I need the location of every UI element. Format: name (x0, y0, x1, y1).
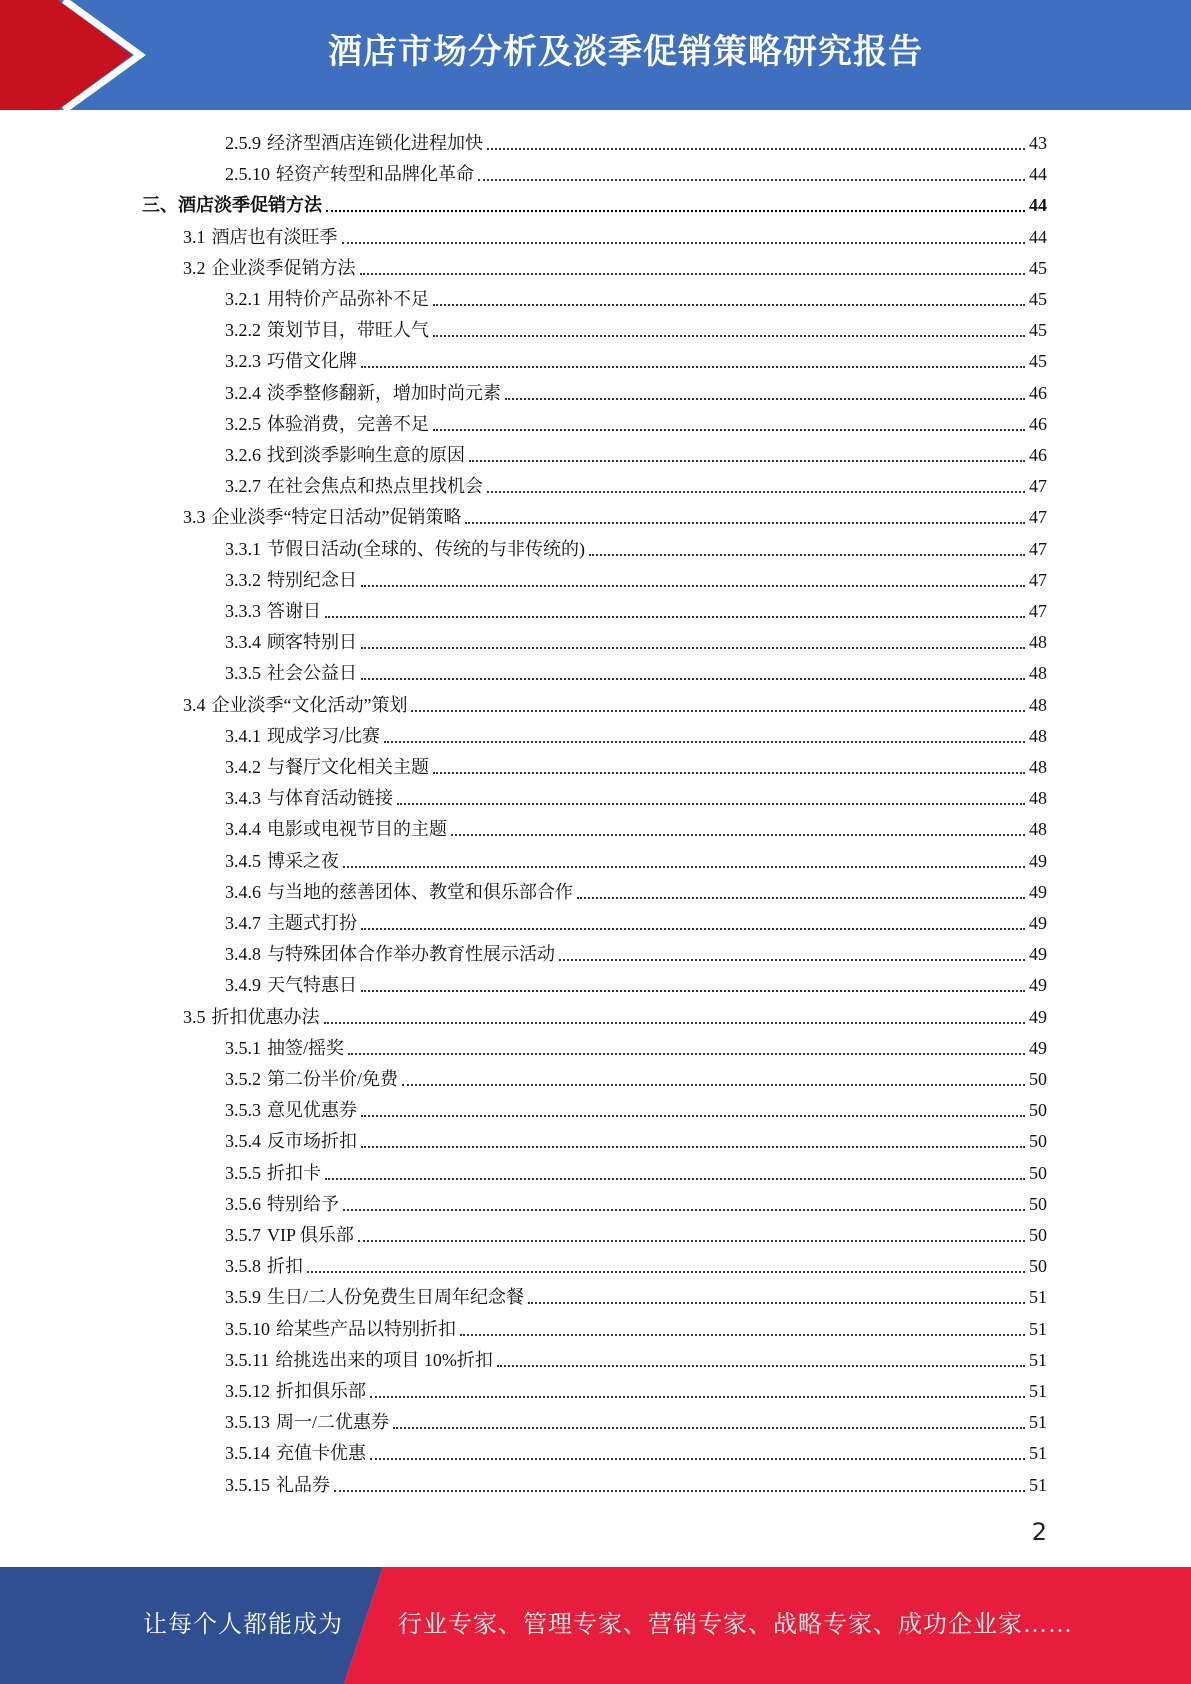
dot-leader (326, 210, 1025, 212)
toc-entry[interactable] (225, 1158, 1047, 1189)
toc-entry-page: 50 (1029, 1100, 1047, 1121)
toc-entry-page: 51 (1029, 1381, 1047, 1401)
toc-entry-number: 3.5.6 (225, 1193, 261, 1214)
toc-entry-title: VIP 俱乐部 (267, 1225, 354, 1245)
toc-entry-page: 51 (1029, 1443, 1047, 1464)
toc-entry-title: 经济型酒店连锁化进程加快 (267, 133, 483, 153)
toc-entry-title: 答谢日 (267, 601, 321, 621)
toc-entry[interactable] (225, 783, 1047, 814)
toc-entry[interactable] (225, 970, 1047, 1001)
toc-entry-title: 与特殊团体合作举办教育性展示活动 (267, 944, 555, 965)
toc-entry-number: 3.5.11 (225, 1349, 270, 1370)
toc-entry-number: 2.5.10 (225, 164, 270, 185)
toc-entry[interactable] (225, 1251, 1047, 1282)
toc-entry-title: 与当地的慈善团体、教堂和俱乐部合作 (267, 881, 573, 902)
toc-entry-page: 47 (1029, 569, 1047, 590)
dot-leader (577, 897, 1025, 899)
toc-entry-page: 47 (1029, 476, 1047, 497)
toc-entry-page: 50 (1029, 1256, 1047, 1277)
dot-leader (411, 710, 1025, 712)
dot-leader (433, 429, 1025, 431)
toc-entry-page: 47 (1029, 601, 1047, 621)
toc-entry-title: 生日/二人份免费生日周年纪念餐 (267, 1287, 524, 1308)
toc-entry-number: 3.2.1 (225, 289, 261, 309)
dot-leader (360, 273, 1026, 275)
toc-entry-page: 49 (1029, 1006, 1047, 1027)
dot-leader (361, 990, 1025, 992)
toc-entry-page: 49 (1029, 913, 1047, 933)
toc-entry-title: 主题式打扮 (267, 913, 357, 933)
toc-entry-number: 3.5.5 (225, 1162, 261, 1183)
toc-entry-title: 与餐厅文化相关主题 (267, 757, 429, 777)
dot-leader (343, 866, 1025, 868)
toc-entry-page: 51 (1029, 1412, 1047, 1433)
toc-entry[interactable] (225, 378, 1047, 409)
dot-leader (478, 179, 1025, 181)
toc-entry-page: 45 (1029, 289, 1047, 309)
dot-leader (397, 803, 1025, 805)
toc-entry[interactable] (225, 814, 1047, 845)
toc-entry[interactable] (225, 1064, 1047, 1095)
toc-entry-page: 45 (1029, 257, 1047, 278)
toc-entry-number: 3.1 (183, 226, 206, 247)
toc-entry-title: 企业淡季促销方法 (211, 257, 356, 278)
dot-leader (433, 335, 1025, 337)
toc-entry[interactable] (225, 1033, 1047, 1064)
toc-entry-title: 博采之夜 (267, 850, 339, 871)
dot-leader (361, 366, 1025, 368)
toc-entry-number: 3.2.7 (225, 476, 261, 497)
toc-entry-number: 3.5.7 (225, 1225, 261, 1245)
toc-entry[interactable] (225, 1345, 1047, 1376)
dot-leader (469, 460, 1025, 462)
toc-entry[interactable] (183, 1002, 1047, 1033)
dot-leader (370, 1396, 1025, 1398)
toc-entry[interactable] (225, 1220, 1047, 1251)
toc-entry[interactable] (183, 502, 1047, 533)
toc-entry-number: 3.5.8 (225, 1256, 261, 1277)
dot-leader (361, 1146, 1025, 1148)
dot-leader (402, 1084, 1025, 1086)
toc-entry-page: 48 (1029, 788, 1047, 809)
toc-entry-title: 找到淡季影响生意的原因 (267, 445, 465, 465)
toc-entry-page: 44 (1029, 164, 1047, 185)
toc-entry[interactable] (225, 534, 1047, 565)
toc-entry[interactable] (183, 690, 1047, 721)
toc-entry-page: 43 (1029, 133, 1047, 153)
toc-entry-number: 3.4.3 (225, 788, 261, 809)
toc-entry-number: 3.4.9 (225, 975, 261, 996)
toc-entry-number: 3.5.3 (225, 1100, 261, 1121)
toc-entry[interactable] (225, 596, 1047, 627)
toc-entry-page: 46 (1029, 413, 1047, 434)
toc-entry-number: 3.5.9 (225, 1287, 261, 1308)
toc-entry-number: 2.5.9 (225, 133, 261, 153)
toc-entry-title: 意见优惠券 (267, 1100, 357, 1121)
toc-entry[interactable] (225, 1438, 1047, 1469)
toc-entry-number: 3.3.5 (225, 663, 261, 684)
toc-entry-title: 与体育活动链接 (267, 788, 393, 809)
toc-entry-page: 49 (1029, 850, 1047, 871)
dot-leader (334, 1490, 1025, 1492)
toc-entry[interactable] (225, 440, 1047, 471)
toc-entry[interactable] (183, 222, 1047, 253)
dot-leader (348, 1053, 1025, 1055)
toc-entry[interactable] (225, 1314, 1047, 1345)
toc-entry-page: 48 (1029, 757, 1047, 777)
toc-entry-page: 44 (1029, 226, 1047, 247)
toc-entry-title: 酒店也有淡旺季 (211, 226, 338, 247)
toc-entry[interactable] (225, 471, 1047, 502)
toc-entry[interactable] (225, 409, 1047, 440)
toc-entry-number: 3.2.6 (225, 445, 261, 465)
dot-leader (487, 148, 1025, 150)
toc-entry-page: 48 (1029, 725, 1047, 746)
dot-leader (361, 647, 1025, 649)
toc-entry-number: 3.5.4 (225, 1131, 261, 1152)
toc-entry-number: 3.5.13 (225, 1412, 270, 1433)
dot-leader (325, 616, 1025, 618)
toc-entry-title: 巧借文化牌 (267, 351, 357, 372)
toc-entry-number: 3.4.4 (225, 819, 261, 840)
toc-entry-title: 电影或电视节目的主题 (267, 819, 447, 840)
toc-entry[interactable] (225, 1470, 1047, 1501)
toc-entry-number: 3.5 (183, 1006, 206, 1027)
toc-entry-number: 3.2.2 (225, 320, 261, 341)
toc-entry[interactable] (225, 284, 1047, 315)
toc-entry-number: 3.3.2 (225, 569, 261, 590)
toc-entry[interactable] (225, 346, 1047, 377)
toc-entry-title: 企业淡季“文化活动”策划 (211, 694, 408, 715)
dot-leader (497, 1365, 1025, 1367)
toc-entry[interactable] (225, 1095, 1047, 1126)
toc-entry-number: 3.5.14 (225, 1443, 270, 1464)
toc-entry-title: 特别纪念日 (267, 569, 357, 590)
toc-entry-number: 3.5.10 (225, 1318, 270, 1339)
dot-leader (343, 1209, 1025, 1211)
dot-leader (487, 491, 1025, 493)
dot-leader (559, 959, 1025, 961)
document-title: 酒店市场分析及淡季促销策略研究报告 (328, 32, 923, 72)
toc-entry-page: 49 (1029, 944, 1047, 965)
toc-entry-page: 50 (1029, 1162, 1047, 1183)
dot-leader (361, 928, 1025, 930)
toc-entry-page: 48 (1029, 694, 1047, 715)
toc-entry-page: 48 (1029, 663, 1047, 684)
toc-entry-page: 45 (1029, 320, 1047, 341)
toc-entry-page: 47 (1029, 538, 1047, 559)
dot-leader (342, 242, 1026, 244)
toc-entry-title: 第二份半价/免费 (267, 1069, 399, 1089)
toc-entry-number: 3.4.6 (225, 881, 261, 902)
toc-entry-page: 51 (1029, 1474, 1047, 1495)
toc-entry-title: 体验消费，完善不足 (267, 413, 429, 434)
dot-leader (451, 834, 1025, 836)
toc-entry-number: 3.3.3 (225, 601, 261, 621)
toc-entry-number: 3.3 (183, 507, 206, 528)
dot-leader (324, 1022, 1026, 1024)
toc-entry-title: 企业淡季“特定日活动”促销策略 (211, 507, 462, 528)
toc-entry-title: 折扣 (267, 1256, 303, 1277)
toc-entry-page: 48 (1029, 819, 1047, 840)
toc-entry[interactable] (225, 908, 1047, 939)
toc-entry-number: 3.4.8 (225, 944, 261, 965)
toc-entry-title: 充值卡优惠 (276, 1443, 366, 1464)
dot-leader (361, 1115, 1025, 1117)
toc-entry-title: 折扣卡 (267, 1162, 321, 1183)
toc-entry-number: 3.2 (183, 257, 206, 278)
toc-entry-title: 天气特惠日 (267, 975, 357, 996)
footer-slogan-left: 让每个人都能成为 (143, 1612, 343, 1638)
toc-entry-page: 49 (1029, 1037, 1047, 1058)
toc-entry-title: 折扣俱乐部 (276, 1381, 366, 1401)
toc-entry-number: 3.3.1 (225, 538, 261, 559)
dot-leader (325, 1178, 1025, 1180)
toc-entry[interactable] (225, 877, 1047, 908)
toc-entry[interactable] (225, 565, 1047, 596)
dot-leader (528, 1302, 1025, 1304)
toc-entry-title: 社会公益日 (267, 663, 357, 684)
toc-entry-page: 51 (1029, 1287, 1047, 1308)
dot-leader (433, 772, 1025, 774)
toc-entry-page: 44 (1029, 195, 1047, 216)
toc-entry-page: 49 (1029, 881, 1047, 902)
toc-entry-number: 3.4.1 (225, 725, 261, 746)
toc-entry-number: 3.2.3 (225, 351, 261, 372)
dot-leader (307, 1271, 1025, 1273)
toc-entry-title: 用特价产品弥补不足 (267, 289, 429, 309)
toc-entry[interactable] (225, 1282, 1047, 1313)
toc-entry-number: 3.4 (183, 694, 206, 715)
toc-entry-title: 周一/二优惠券 (276, 1412, 390, 1433)
dot-leader (465, 522, 1025, 524)
toc-entry-number: 3.5.15 (225, 1474, 270, 1495)
toc-entry[interactable] (225, 658, 1047, 689)
dot-leader (361, 678, 1025, 680)
toc-entry-title: 节假日活动(全球的、传统的与非传统的) (267, 538, 585, 559)
toc-entry-title: 三、酒店淡季促销方法 (142, 195, 322, 216)
toc-entry-title: 给某些产品以特别折扣 (276, 1318, 456, 1339)
toc-entry-title: 礼品券 (276, 1474, 330, 1495)
page-footer (0, 1567, 1191, 1684)
toc-entry-title: 在社会焦点和热点里找机会 (267, 476, 483, 497)
toc-entry-page: 51 (1029, 1318, 1047, 1339)
toc-entry-title: 折扣优惠办法 (211, 1006, 320, 1027)
toc-entry-number: 3.4.2 (225, 757, 261, 777)
toc-entry-page: 51 (1029, 1349, 1047, 1370)
page-header (0, 0, 1191, 110)
toc-entry-title: 策划节目，带旺人气 (267, 320, 429, 341)
toc-entry-number: 3.2.5 (225, 413, 261, 434)
dot-leader (393, 1427, 1025, 1429)
toc-entry-title: 特别给予 (267, 1193, 339, 1214)
toc-entry-page: 50 (1029, 1131, 1047, 1152)
dot-leader (384, 741, 1025, 743)
dot-leader (505, 398, 1025, 400)
toc-entry[interactable] (142, 190, 1047, 221)
toc-entry[interactable] (225, 1407, 1047, 1438)
dot-leader (370, 1458, 1025, 1460)
dot-leader (589, 554, 1025, 556)
toc-entry[interactable] (225, 128, 1047, 159)
toc-entry-title: 顾客特别日 (267, 632, 357, 653)
toc-entry-title: 反市场折扣 (267, 1131, 357, 1152)
toc-entry-page: 47 (1029, 507, 1047, 528)
toc-entry-page: 50 (1029, 1069, 1047, 1089)
toc-entry-page: 50 (1029, 1225, 1047, 1245)
toc-entry-title: 轻资产转型和品牌化革命 (276, 164, 474, 185)
dot-leader (460, 1334, 1025, 1336)
page-number: 2 (1031, 1518, 1047, 1546)
toc-entry[interactable] (225, 939, 1047, 970)
toc-entry[interactable] (225, 1189, 1047, 1220)
toc-entry-title: 现成学习/比赛 (267, 725, 381, 746)
toc-entry-page: 49 (1029, 975, 1047, 996)
dot-leader (358, 1240, 1025, 1242)
toc-entry-title: 淡季整修翻新，增加时尚元素 (267, 382, 501, 403)
toc-entry-number: 3.5.12 (225, 1381, 270, 1401)
toc-entry-number: 3.4.7 (225, 913, 261, 933)
toc-entry-title: 给挑选出来的项目 10%折扣 (275, 1349, 493, 1370)
dot-leader (361, 585, 1025, 587)
toc-entry[interactable] (225, 752, 1047, 783)
toc-entry-number: 3.3.4 (225, 632, 261, 653)
toc-entry[interactable] (225, 627, 1047, 658)
toc-entry[interactable] (225, 1126, 1047, 1157)
toc-entry-page: 45 (1029, 351, 1047, 372)
toc-entry-number: 3.5.1 (225, 1037, 261, 1058)
toc-entry-page: 50 (1029, 1193, 1047, 1214)
toc-entry[interactable] (225, 1376, 1047, 1407)
toc-entry[interactable] (183, 253, 1047, 284)
toc-entry-title: 抽签/摇奖 (267, 1037, 345, 1058)
toc-entry-page: 46 (1029, 445, 1047, 465)
toc-entry-page: 46 (1029, 382, 1047, 403)
toc-entry-page: 48 (1029, 632, 1047, 653)
toc-entry[interactable] (225, 846, 1047, 877)
toc-entry[interactable] (225, 159, 1047, 190)
footer-slogan-right: 行业专家、管理专家、营销专家、战略专家、成功企业家…… (398, 1612, 1073, 1638)
toc-entry-number: 3.5.2 (225, 1069, 261, 1089)
toc-entry-number: 3.4.5 (225, 850, 261, 871)
toc-entry[interactable] (225, 315, 1047, 346)
toc-entry-number: 3.2.4 (225, 382, 261, 403)
dot-leader (433, 304, 1025, 306)
toc-entry[interactable] (225, 721, 1047, 752)
